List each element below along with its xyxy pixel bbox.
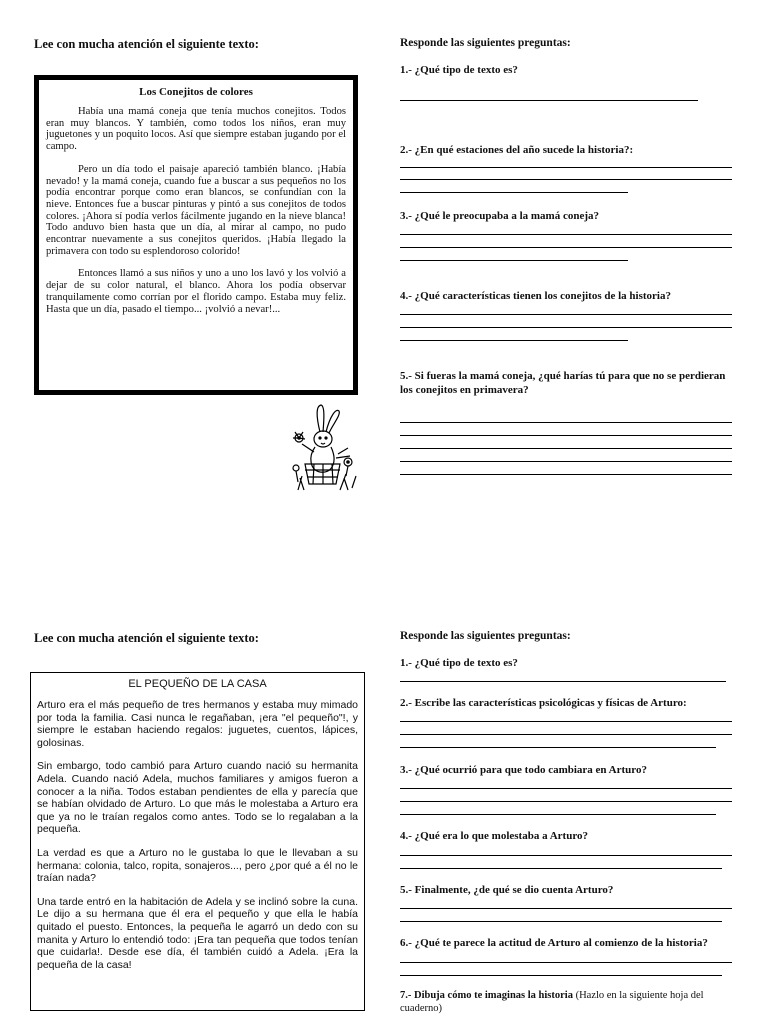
question-5: 5.- Finalmente, ¿de qué se dio cuenta Arturo? bbox=[400, 884, 614, 896]
question-4: 4.- ¿Qué era lo que molestaba a Arturo? bbox=[400, 830, 589, 842]
question-5: 5.- Si fueras la mamá coneja, ¿qué harías tú para que no se perdieran los conejitos en primavera? bbox=[400, 370, 726, 396]
answer-line[interactable] bbox=[400, 435, 732, 436]
story-paragraph: Una tarde entró en la habitación de Adela y se inclinó sobre la cuna. Le dijo a su hermana que él era el pequeño y que ella le había quitado el puesto. Entonces, la pequeña le agarró un dedo con su manita y Arturo lo entendió todo: ¡Era tan pequeña que todos tenían que cuidarla!. Desde ese día, él también cuidó a Adela. ¡Era la pequeña de la casa! bbox=[37, 895, 358, 971]
story-box-pequeno bbox=[30, 672, 365, 1011]
answer-line[interactable] bbox=[400, 734, 732, 735]
answer-line[interactable] bbox=[400, 788, 732, 789]
answer-line[interactable] bbox=[400, 868, 722, 869]
top-questions-heading: Responde las siguientes preguntas: bbox=[400, 37, 571, 49]
bunny-flowers-illustration bbox=[290, 402, 360, 492]
answer-line[interactable] bbox=[400, 167, 732, 168]
question-1: 1.- ¿Qué tipo de texto es? bbox=[400, 64, 518, 76]
bottom-reading-heading: Lee con mucha atención el siguiente texto: bbox=[34, 631, 259, 645]
story-paragraph: Sin embargo, todo cambió para Arturo cuando nació su hermanita Adela. Cuando nació Adela, muchos familiares y amigos fueron a conocer a la niña. Todos estaban pendientes de ella y parecía que se habían olvidado de Arturo. Lo que más le molestaba a Arturo era que ya no le traían regalos como antes. Todo se lo regalaban a la pequeña. bbox=[37, 760, 358, 836]
question-1: 1.- ¿Qué tipo de texto es? bbox=[400, 657, 518, 669]
answer-line[interactable] bbox=[400, 747, 716, 748]
answer-line[interactable] bbox=[400, 179, 732, 180]
story-paragraph: La verdad es que a Arturo no le gustaba lo que le llevaban a su hermana: colonia, talco, ropita, sonajeros..., pero ¿por qué a él no le traían nada? bbox=[37, 846, 358, 885]
answer-line[interactable] bbox=[400, 247, 732, 248]
question-3: 3.- ¿Qué ocurrió para que todo cambiara en Arturo? bbox=[400, 764, 647, 776]
question-6: 6.- ¿Qué te parece la actitud de Arturo al comienzo de la historia? bbox=[400, 937, 708, 949]
question-3: 3.- ¿Qué le preocupaba a la mamá coneja? bbox=[400, 210, 600, 222]
story-title: Los Conejitos de colores bbox=[139, 86, 253, 98]
answer-line[interactable] bbox=[400, 962, 732, 963]
answer-line[interactable] bbox=[400, 721, 732, 722]
question-7-note: (Hazlo en la siguiente hoja del cuaderno) bbox=[400, 990, 704, 1014]
story-box-conejitos bbox=[34, 75, 358, 395]
answer-line[interactable] bbox=[400, 801, 732, 802]
answer-line[interactable] bbox=[400, 921, 722, 922]
answer-line[interactable] bbox=[400, 100, 698, 101]
answer-line[interactable] bbox=[400, 855, 732, 856]
answer-line[interactable] bbox=[400, 327, 732, 328]
answer-line[interactable] bbox=[400, 474, 732, 475]
answer-line[interactable] bbox=[400, 314, 732, 315]
answer-line[interactable] bbox=[400, 681, 726, 682]
answer-line[interactable] bbox=[400, 340, 628, 341]
answer-line[interactable] bbox=[400, 448, 732, 449]
answer-line[interactable] bbox=[400, 814, 716, 815]
story-title: EL PEQUEÑO DE LA CASA bbox=[128, 678, 267, 690]
question-7 bbox=[400, 990, 740, 1015]
question-4: 4.- ¿Qué características tienen los conejitos de la historia? bbox=[400, 290, 671, 302]
answer-line[interactable] bbox=[400, 234, 732, 235]
answer-line[interactable] bbox=[400, 260, 628, 261]
answer-line[interactable] bbox=[400, 461, 732, 462]
question-7-text: 7.- Dibuja cómo te imaginas la historia bbox=[400, 990, 573, 1001]
answer-line[interactable] bbox=[400, 422, 732, 423]
story-paragraph: Arturo era el más pequeño de tres hermanos y estaba muy mimado por toda la familia. Casi nunca le regañaban, ¡era "el pequeño"!, y siempre le estaban haciendo regalos: juguetes, cuentos, lápices, golosinas. bbox=[37, 699, 358, 749]
answer-line[interactable] bbox=[400, 192, 628, 193]
story-paragraph: Había una mamá coneja que tenía muchos conejitos. Todos eran muy blancos. Y también, como todos los niños, eran muy juguetones y un poquito locos. Así que siempre estaban jugando por el campo. bbox=[46, 106, 346, 153]
top-reading-heading: Lee con mucha atención el siguiente texto: bbox=[34, 37, 259, 51]
story-paragraph: Pero un día todo el paisaje apareció también blanco. ¡Había nevado! y la mamá coneja, cuando fue a buscar a sus pequeños no los podía encontrar porque como eran blancos, se confundían con la nieve. Entonces fue a buscar pinturas y pintó a sus conejitos de todos colores. ¡Ahora sí podía verlos fácilmente jugando en la nieve blanca! Todo anduvo bien hasta que un día, al mirar al campo, no pudo encontrar nuevamente a sus conejitos queridos. ¡Había llegado la primavera con todo su esplendoroso colorido! bbox=[46, 163, 346, 257]
answer-line[interactable] bbox=[400, 908, 732, 909]
bottom-questions-heading: Responde las siguientes preguntas: bbox=[400, 630, 571, 642]
question-2: 2.- Escribe las características psicológicas y físicas de Arturo: bbox=[400, 697, 687, 709]
story-paragraph: Entonces llamó a sus niños y uno a uno los lavó y los volvió a dejar de su color natural, el blanco. Ahora los podía observar tranquilamente como corrían por el florido campo. Estaba muy feliz. Hasta que un día, pasado el tiempo... ¡volvió a nevar!... bbox=[46, 268, 346, 315]
answer-line[interactable] bbox=[400, 975, 722, 976]
question-2: 2.- ¿En qué estaciones del año sucede la historia?: bbox=[400, 144, 634, 156]
